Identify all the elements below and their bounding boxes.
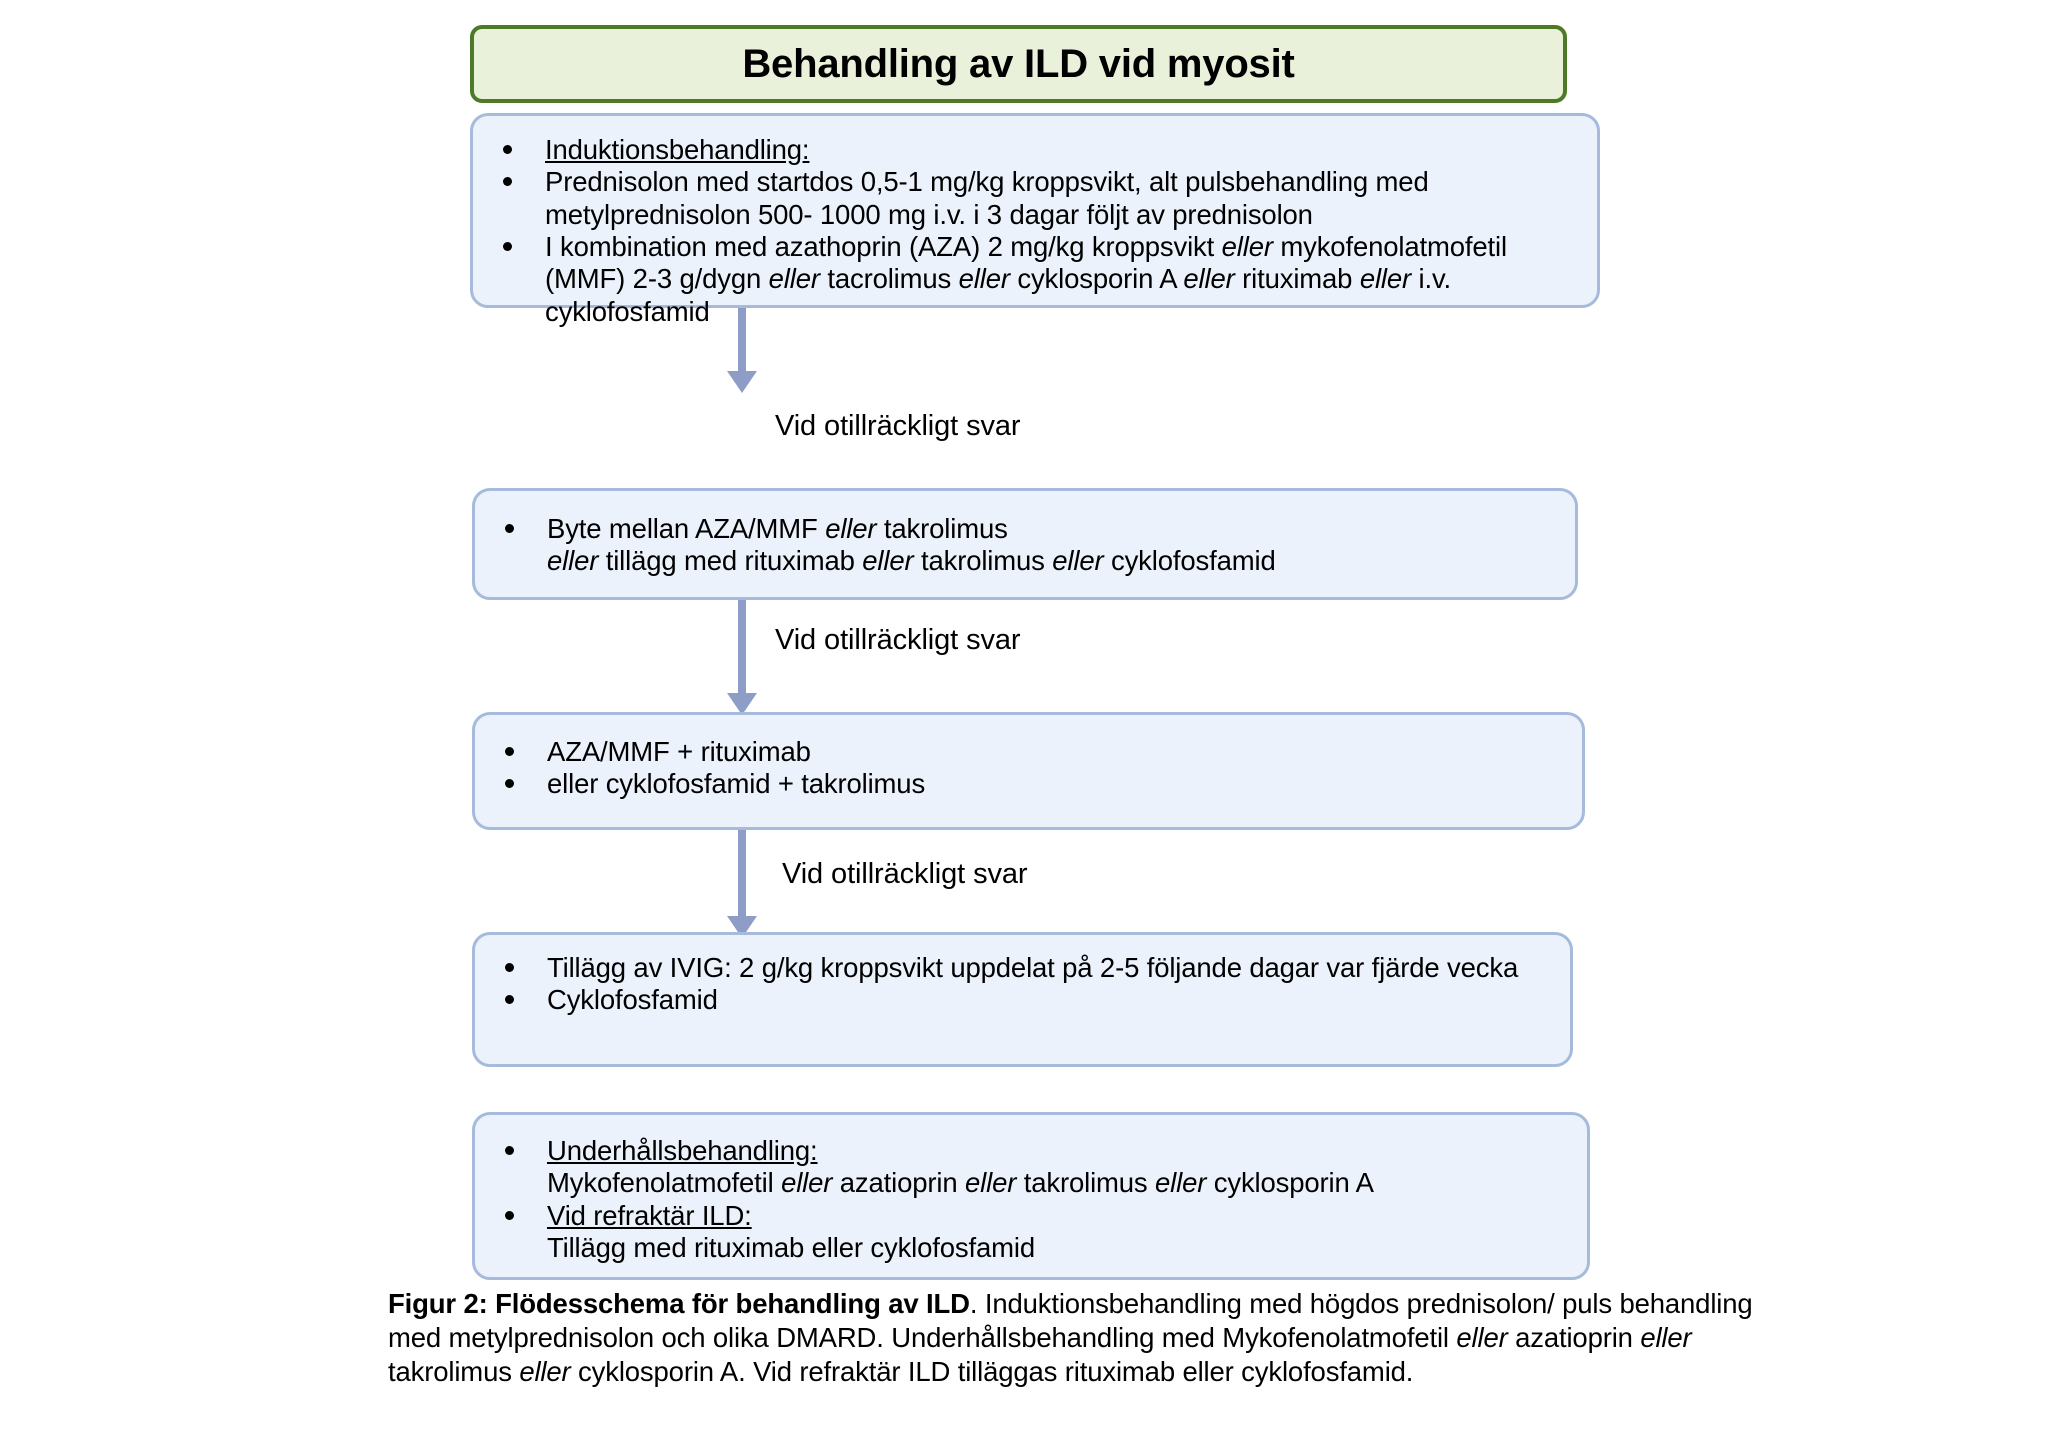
- step-box-ivig: [472, 932, 1573, 1067]
- arrow-2: [722, 600, 762, 715]
- list-item: [505, 952, 1556, 984]
- figure-caption-body: . Induktionsbehandling med högdos prednisolon/ puls behandling med metylprednisolon och olika DMARD. Underhållsbehandling med Mykofenolatmofetil eller azatioprin eller takrolimus eller cyklosporin A. Vid refraktär ILD tilläggas rituximab eller cyklofosfamid.: [388, 1288, 1753, 1387]
- bullet-text: Induktionsbehandling:: [545, 134, 810, 165]
- bullet-dot: [505, 524, 514, 533]
- arrow-1: [722, 308, 762, 393]
- list-item: [505, 984, 1556, 1016]
- list-item: [505, 768, 1568, 800]
- bullet-text: I kombination med azathoprin (AZA) 2 mg/kg kroppsvikt eller mykofenolatmofetil (MMF) 2-3 g/dygn eller tacrolimus eller cyklosporin A eller rituximab eller i.v. cyklofosfamid: [545, 230, 1507, 327]
- list-item: [503, 231, 1583, 328]
- arrow-shaft: [738, 308, 746, 371]
- step-box-induction: [470, 113, 1600, 327]
- figure-caption: [388, 1287, 1788, 1389]
- list-item: [505, 1200, 1573, 1265]
- step-content-ivig: [505, 952, 1556, 1017]
- step-box-combination: [472, 712, 1585, 830]
- bullet-text: Tillägg av IVIG: 2 g/kg kroppsvikt uppdelat på 2-5 följande dagar var fjärde vecka: [547, 952, 1519, 983]
- arrow-1-label: Vid otillräckligt svar: [775, 410, 1021, 442]
- arrow-3-label: Vid otillräckligt svar: [782, 858, 1028, 890]
- bullet-text: Underhållsbehandling: Mykofenolatmofetil eller azatioprin eller takrolimus eller cyklosporin A: [547, 1135, 1374, 1199]
- figure-caption-lead: Figur 2: Flödesschema för behandling av ILD: [388, 1288, 970, 1319]
- bullet-text: eller cyklofosfamid + takrolimus: [547, 768, 926, 800]
- bullet-text: AZA/MMF + rituximab: [547, 736, 811, 767]
- step-content-combination: [505, 736, 1568, 801]
- arrow-3: [722, 830, 762, 938]
- list-item: [505, 513, 1561, 578]
- step-content-switch: [505, 513, 1561, 578]
- arrow-2-label: Vid otillräckligt svar: [775, 624, 1021, 656]
- list-item: [503, 166, 1583, 231]
- bullet-dot: [503, 145, 512, 154]
- step-box-maintenance: [472, 1112, 1590, 1280]
- flowchart-title-box: [470, 25, 1567, 103]
- bullet-dot: [505, 779, 514, 788]
- page-title: Behandling av ILD vid myosit: [742, 41, 1295, 86]
- bullet-dot: [505, 995, 514, 1004]
- bullet-text: Prednisolon med startdos 0,5-1 mg/kg kroppsvikt, alt pulsbehandling med metylprednisolon 500- 1000 mg i.v. i 3 dagar följt av prednisolon: [545, 166, 1429, 230]
- bullet-text: Byte mellan AZA/MMF eller takrolimus eller tillägg med rituximab eller takrolimus eller cyklofosfamid: [547, 513, 1276, 577]
- list-item: [503, 134, 1583, 166]
- bullet-dot: [505, 747, 514, 756]
- bullet-text: Cyklofosfamid: [547, 984, 718, 1016]
- step-box-switch: [472, 488, 1578, 600]
- bullet-dot: [505, 963, 514, 972]
- list-item: [505, 1135, 1573, 1200]
- bullet-dot: [505, 1211, 514, 1220]
- list-item: [505, 736, 1568, 768]
- bullet-text: Vid refraktär ILD: Tillägg med rituximab eller cyklofosfamid: [547, 1199, 1036, 1263]
- arrow-head: [727, 371, 757, 393]
- step-content-induction: [503, 134, 1583, 328]
- bullet-dot: [505, 1146, 514, 1155]
- step-content-maintenance: [505, 1135, 1573, 1264]
- arrow-shaft: [738, 600, 746, 693]
- arrow-shaft: [738, 830, 746, 916]
- bullet-dot: [503, 242, 512, 251]
- bullet-dot: [503, 177, 512, 186]
